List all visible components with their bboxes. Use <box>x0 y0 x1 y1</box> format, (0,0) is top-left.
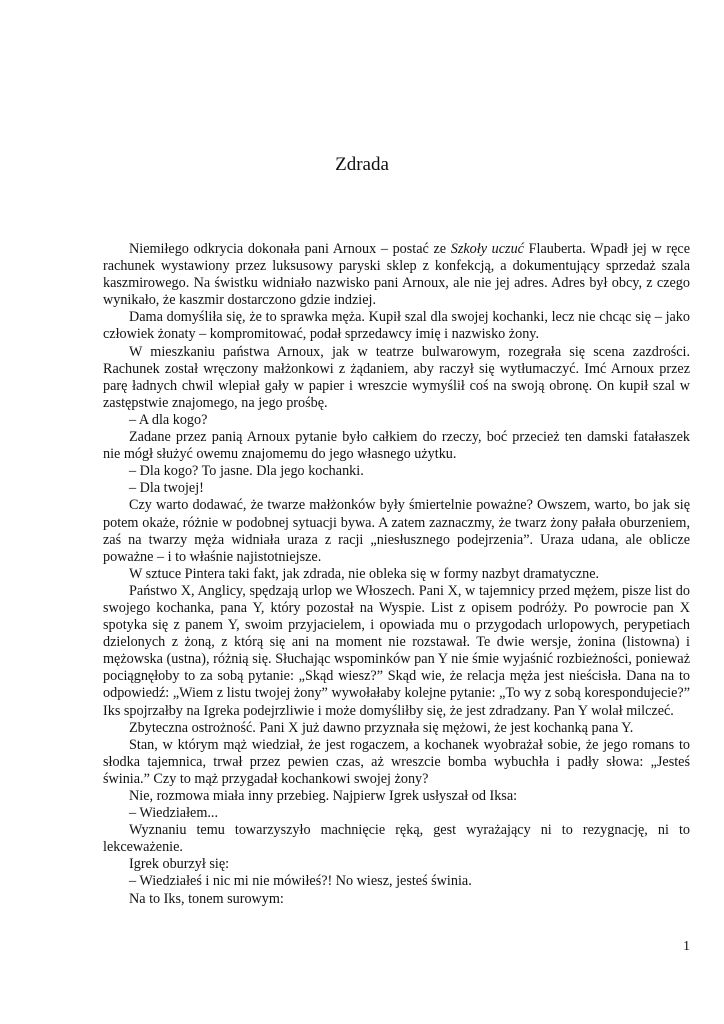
dialogue-line: – A dla kogo? <box>129 411 208 428</box>
paragraph: Zadane przez panią Arnoux pytanie było całkiem do rzeczy, boć przecież ten damski fatałaszek nie mógł służyć owemu znajomemu do jego własnego użytku. <box>103 429 690 463</box>
paragraph: Dama domyśliła się, że to sprawka męża. Kupił szal dla swojej kochanki, lecz nie chcąc się – jako człowiek żonaty – kompromitować, podał sprzedawcy imię i nazwisko żony. <box>103 309 690 343</box>
page-number: 1 <box>683 939 690 954</box>
dialogue-line: – Dla twojej! <box>129 480 204 497</box>
dialogue-line: – Wiedziałeś i nic mi nie mówiłeś?! No wiesz, jesteś świnia. <box>129 873 472 890</box>
dialogue-line: – Dla kogo? To jasne. Dla jego kochanki. <box>129 463 364 480</box>
paragraph: Państwo X, Anglicy, spędzają urlop we Włoszech. Pani X, w tajemnicy przed mężem, pisze list do swojego kochanka, pana Y, który pozostał na Wyspie. List z opisem podróży. Po powrocie pan X spotyka się z panem Y, swoim przyjacielem, i opowiada mu o przygodach urlopowych, perypetiach dzielonych z żoną, z którą się ani na moment nie rozstawał. Te dwie wersje, żonina (listowna) i mężowska (ustna), różnią się. Słuchając wspominków pan Y nie śmie wyjaśnić rozbieżności, ponieważ pociągnęłoby to za sobą pytanie: „Skąd wiesz?” Skąd wie, że relacja męża jest nieścisła. Dana na to odpowiedź: „Wiem z listu twojej żony” wywołałaby kolejne pytanie: „To wy z sobą korespondujecie?” Iks spojrzałby na Igreka podejrzliwie i może domyśliłby się, że jest zdradzany. Pan Y wolał milczeć. <box>103 582 690 719</box>
paragraph: Wyznaniu temu towarzyszyło machnięcie ręką, gest wyrażający ni to rezygnację, ni to lekceważenie. <box>103 822 690 856</box>
paragraph: Nie, rozmowa miała inny przebieg. Najpierw Igrek usłyszał od Iksa: <box>129 788 518 804</box>
dialogue-line: – Wiedziałem... <box>129 805 218 822</box>
paragraph: Igrek oburzył się: <box>129 856 230 873</box>
paragraph: Stan, w którym mąż wiedział, że jest rogaczem, a kochanek wyobrażał sobie, że jego romans to słodka tajemnica, trwał przez pewien czas, aż wreszcie bomba wybuchła i padły słowa: „Jesteś świnia.” Czy to mąż przygadał kochankowi swojej żony? <box>103 736 690 787</box>
paragraph: Niemiłego odkrycia dokonała pani Arnoux – postać ze Szkoły uczuć Flauberta. Wpadł jej w ręce rachunek wystawiony przez luksusowy paryski sklep z konfekcją, a dokumentujący sprzedaż szala kaszmirowego. Na świstku widniało nazwisko pani Arnoux, ale nie jej adres. Adres był obcy, z czego wynikało, że kaszmir dostarczono gdzie indziej. <box>103 241 690 309</box>
paragraph: W sztuce Pintera taki fakt, jak zdrada, nie obleka się w formy nazbyt dramatyczne. <box>129 565 600 582</box>
paragraph: Czy warto dodawać, że twarze małżonków były śmiertelnie poważne? Owszem, warto, bo jak się potem okaże, różnie w podobnej sytuacji bywa. A zatem zaznaczmy, że twarz żony pałała oburzeniem, zaś na twarzy męża widniała uraza z racji „niesłusznego podejrzenia”. Uraza udana, ale oblicze poważne – i to właśnie najistotniejsze. <box>103 497 690 565</box>
page-title: Zdrada <box>335 154 389 175</box>
book-title-emphasis: Szkoły uczuć <box>450 241 524 257</box>
paragraph: Zbyteczna ostrożność. Pani X już dawno przyznała się mężowi, że jest kochanką pana Y. <box>129 719 634 736</box>
paragraph: Na to Iks, tonem surowym: <box>129 890 284 907</box>
document-body <box>103 241 690 908</box>
paragraph: W mieszkaniu państwa Arnoux, jak w teatrze bulwarowym, rozegrała się scena zazdrości. Rachunek został wręczony małżonkowi z żądaniem, aby raczył się wytłumaczyć. Imć Arnoux przez parę ładnych chwil wlepiał gały w papier i wreszcie wymyślił coś na swoją obronę. On kupił szal w zastępstwie znajomego, na jego prośbę. <box>103 343 690 411</box>
